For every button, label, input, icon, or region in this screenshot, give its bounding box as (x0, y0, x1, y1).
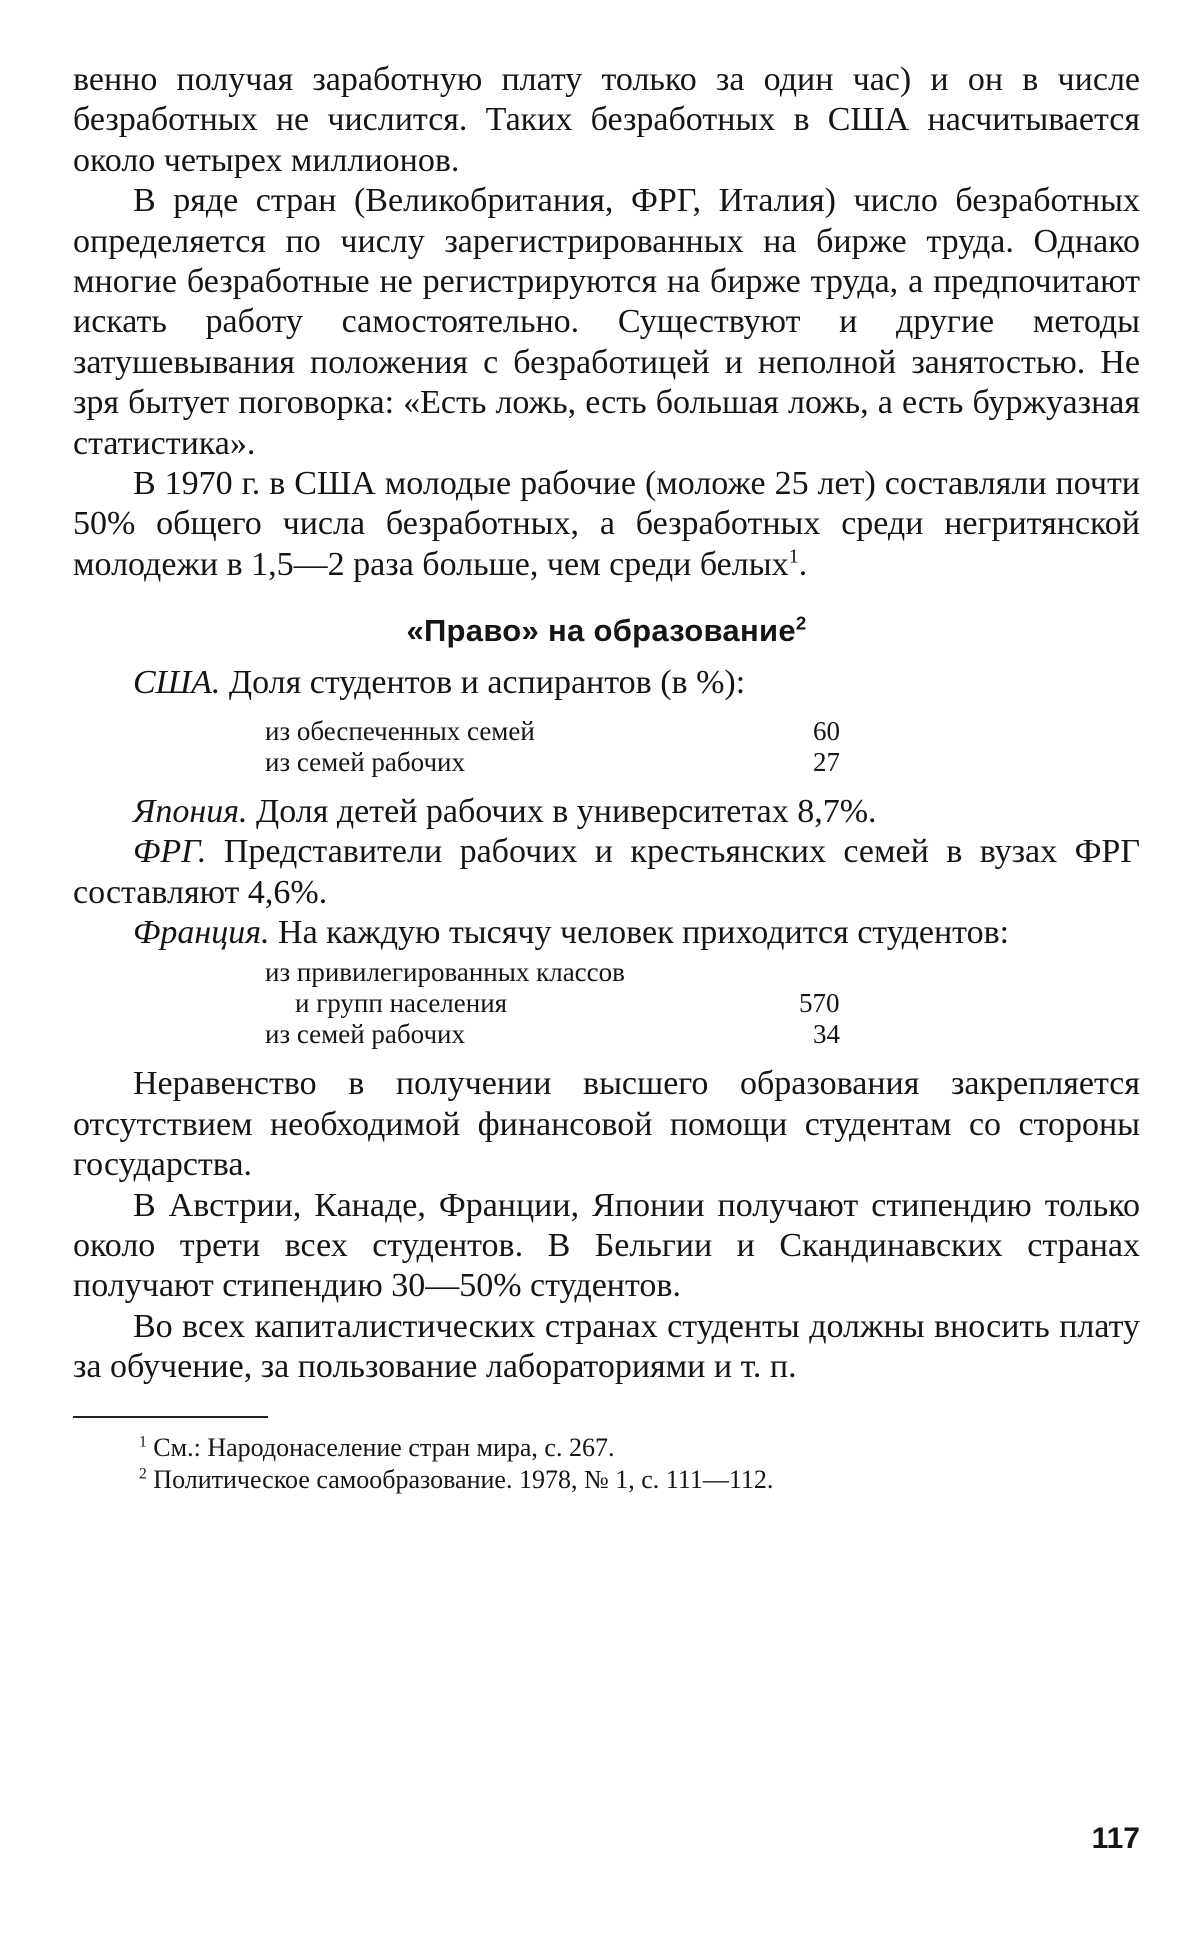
footnote-1 (73, 1432, 1140, 1464)
section-heading (73, 613, 1140, 649)
row-label-continued: и групп населения (295, 988, 508, 1019)
table-row (73, 957, 1140, 988)
table-row (73, 716, 1140, 747)
usa-country: США. (133, 664, 221, 702)
paragraph-6: Во всех капиталистических странах студенты должны вносить плату за обучение, за пользование лабораториями и т. п. (73, 1307, 1140, 1386)
table-row (73, 1019, 1140, 1050)
footnote-mark: 2 (139, 1464, 147, 1482)
row-label: из семей рабочих (265, 746, 465, 777)
france-text: На каждую тысячу человек приходится студентов: (269, 913, 1010, 951)
row-label: из обеспеченных семей (265, 715, 535, 746)
paragraph-3-text: В 1970 г. в США молодые рабочие (моложе 25 лет) составляли почти 50% общего числа безработных, а безработных среди негритянской молодежи в 1,5—2 раза больше, чем среди белых (73, 465, 1140, 583)
footnote-text: См.: Народонаселение стран мира, с. 267. (146, 1432, 615, 1462)
row-value (813, 957, 953, 988)
paragraph-2: В ряде стран (Великобритания, ФРГ, Италия) число безработных определяется по числу зарегистрированных на бирже труда. Однако многие безработные не регистрируются на бирже труда, а предпочитают искать работу самостоятельно. Существуют и другие методы затушевывания положения с безработицей и неполной занятостью. Не зря бытует поговорка: «Есть ложь, есть большая ложь, а есть буржуазная статистика». (73, 182, 1140, 462)
row-value: 27 (813, 746, 840, 777)
row-value: 34 (813, 1019, 840, 1050)
paragraph-4: Неравенство в получении высшего образования закрепляется отсутствием необходимой финансовой помощи студентам со стороны государства. (73, 1065, 1140, 1184)
footnote-ref-1: 1 (788, 545, 799, 568)
japan-text: Доля детей рабочих в университетах 8,7%. (247, 792, 877, 830)
row-label: из привилегированных классов (265, 957, 625, 988)
usa-intro (73, 663, 1140, 703)
row-value: 60 (813, 715, 840, 746)
section-heading-text: «Право» на образование (406, 613, 796, 649)
footnote-ref-2: 2 (795, 612, 807, 634)
page-number: 117 (1091, 1822, 1140, 1855)
table-row (73, 747, 1140, 778)
france-line (73, 913, 1140, 953)
footnote-mark: 1 (139, 1432, 147, 1450)
usa-text: Доля студентов и аспирантов (в %): (220, 664, 746, 702)
frg-country: ФРГ. (133, 833, 207, 871)
frg-text: Представители рабочих и крестьянских семей в вузах ФРГ составляют 4,6%. (73, 833, 1140, 911)
paragraph-3: В 1970 г. в США молодые рабочие (моложе 25 лет) составляли почти 50% общего числа безработных, а безработных среди негритянской молодежи в 1,5—2 раза больше, чем среди белых$^1$. (73, 465, 1140, 583)
row-label: из семей рабочих (265, 1019, 465, 1050)
row-value: 570 (799, 988, 840, 1019)
japan-line (73, 792, 1140, 832)
footnote-2 (73, 1464, 1140, 1496)
paragraph-1: венно получая заработную плату только за один час) и он в числе безработных не числится. Таких безработных в США насчитывается около четырех миллионов. (73, 61, 1140, 179)
frg-line (73, 832, 1140, 913)
france-table (73, 957, 1140, 1050)
france-country: Франция. (133, 913, 270, 951)
footnote-divider (73, 1416, 268, 1418)
usa-table (73, 716, 1140, 778)
paragraph-5: В Австрии, Канаде, Франции, Японии получают стипендию только около трети всех студентов. В Бельгии и Скандинавских странах получают стипендию 30—50% студентов. (73, 1186, 1140, 1305)
japan-country: Япония. (133, 792, 248, 830)
table-row (73, 988, 1140, 1019)
footnote-text: Политическое самообразование. 1978, № 1, с. 111—112. (146, 1464, 774, 1494)
page (73, 60, 1140, 1920)
